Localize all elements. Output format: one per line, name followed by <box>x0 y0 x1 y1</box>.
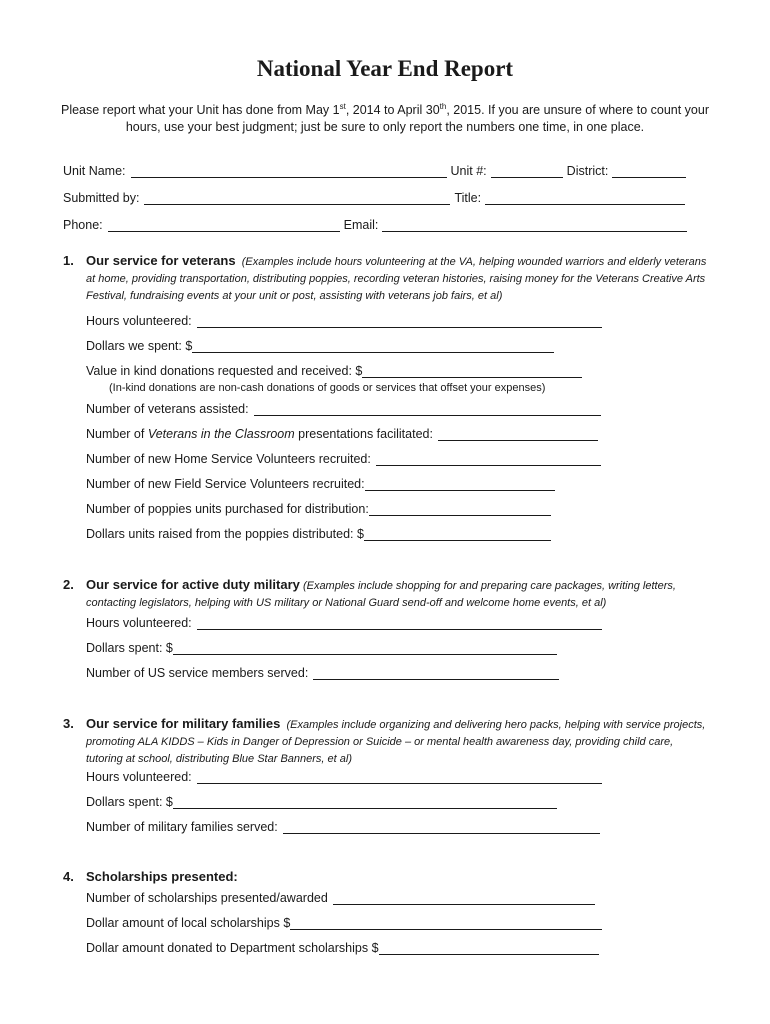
intro-text <box>60 102 710 136</box>
district-label: District: <box>566 164 609 178</box>
field-label: Dollars units raised from the poppies distributed: $ <box>86 527 364 541</box>
field-label: Hours volunteered: <box>86 314 192 328</box>
in-kind-row <box>86 362 582 378</box>
veterans-dollars-field[interactable] <box>192 341 554 353</box>
families-dollars-row <box>86 793 557 809</box>
service-members-row <box>86 664 559 680</box>
intro-text-part: , 2014 to April 30 <box>345 103 440 117</box>
scholarships-number-row <box>86 889 595 905</box>
section-number: 3. <box>63 716 74 731</box>
field-service-row <box>86 475 555 491</box>
field-label: Number of poppies units purchased for distribution: <box>86 502 369 516</box>
email-field[interactable] <box>382 220 687 232</box>
scholarships-number-field[interactable] <box>333 893 595 905</box>
section-scholarships-header <box>63 868 708 887</box>
unit-name-label: Unit Name: <box>63 164 126 178</box>
veterans-assisted-field[interactable] <box>254 404 601 416</box>
field-label: Number of scholarships presented/awarded <box>86 891 328 905</box>
field-label: Hours volunteered: <box>86 770 192 784</box>
field-label: Dollar amount donated to Department scholarships $ <box>86 941 379 955</box>
field-label: Number of <box>86 427 148 441</box>
veterans-assisted-row <box>86 400 601 416</box>
poppies-purchased-row <box>86 500 551 516</box>
field-label: presentations facilitated: <box>294 427 433 441</box>
phone-field[interactable] <box>108 220 340 232</box>
title-label: Title: <box>454 191 482 205</box>
poppies-purchased-field[interactable] <box>369 504 551 516</box>
section-families-header <box>63 715 708 768</box>
local-scholarships-row <box>86 914 602 930</box>
intro-text-part: Please report what your Unit has done from May 1 <box>60 103 340 117</box>
section-active-duty-header <box>63 576 708 612</box>
active-duty-dollars-field[interactable] <box>173 643 557 655</box>
section-examples: (Examples include shopping for and preparing care packages, writing letters, contacting legislators, helping with US military or National Guard send-off and welcome home events, et al) <box>86 580 676 609</box>
vitc-field[interactable] <box>438 429 598 441</box>
field-label-italic: Veterans in the Classroom <box>147 427 295 441</box>
veterans-dollars-row <box>86 337 554 353</box>
intro-text-part: , 2015. If you are unsure of where to count your hours, use your best judgment; just be sure to only report the numbers one time, in one place. <box>125 103 709 134</box>
unit-number-field[interactable] <box>491 166 563 178</box>
section-examples: (Examples include hours volunteering at the VA, helping wounded warriors and elderly veterans at home, providing transportation, distributing poppies, recording veteran histories, raising money for the Veterans Creative Arts Festival, fundraising events at your unit or post, assisting with veterans job fairs, et al) <box>86 256 707 302</box>
submitted-by-label: Submitted by: <box>63 191 140 205</box>
local-scholarships-field[interactable] <box>290 918 602 930</box>
families-served-field[interactable] <box>283 822 600 834</box>
field-label: Number of US service members served: <box>86 666 309 680</box>
field-label: Number of veterans assisted: <box>86 402 249 416</box>
field-label: Number of new Field Service Volunteers recruited: <box>86 477 365 491</box>
contact-row <box>63 216 687 232</box>
poppies-dollars-row <box>86 525 551 541</box>
field-label: Dollar amount of local scholarships $ <box>86 916 291 930</box>
section-number: 4. <box>63 869 74 884</box>
unit-info-row <box>63 162 686 178</box>
active-duty-hours-field[interactable] <box>197 618 602 630</box>
field-service-field[interactable] <box>365 479 555 491</box>
section-veterans-header <box>63 252 708 305</box>
poppies-dollars-field[interactable] <box>364 529 551 541</box>
field-label: Dollars spent: $ <box>86 795 173 809</box>
families-hours-field[interactable] <box>197 772 602 784</box>
department-scholarships-field[interactable] <box>379 943 599 955</box>
veterans-hours-row <box>86 312 602 328</box>
home-service-field[interactable] <box>376 454 601 466</box>
families-served-row <box>86 818 600 834</box>
section-heading: Our service for active duty military <box>86 577 300 592</box>
active-duty-dollars-row <box>86 639 557 655</box>
home-service-row <box>86 450 601 466</box>
active-duty-hours-row <box>86 614 602 630</box>
section-heading: Our service for veterans <box>86 253 236 268</box>
page-title: National Year End Report <box>256 56 514 81</box>
field-label: Dollars we spent: $ <box>86 339 193 353</box>
title-field[interactable] <box>485 193 685 205</box>
in-kind-field[interactable] <box>362 366 582 378</box>
submitted-by-field[interactable] <box>144 193 450 205</box>
in-kind-note: (In-kind donations are non-cash donations of goods or services that offset your expenses) <box>109 382 546 394</box>
service-members-field[interactable] <box>313 668 559 680</box>
veterans-hours-field[interactable] <box>197 316 602 328</box>
unit-number-label: Unit #: <box>450 164 487 178</box>
submitted-by-row <box>63 189 685 205</box>
unit-name-field[interactable] <box>131 166 447 178</box>
intro-superscript: th <box>439 101 447 111</box>
email-label: Email: <box>343 218 379 232</box>
section-heading: Our service for military families <box>86 716 281 731</box>
families-hours-row <box>86 768 602 784</box>
section-number: 1. <box>63 253 74 268</box>
field-label: Number of military families served: <box>86 820 278 834</box>
field-label: Number of new Home Service Volunteers recruited: <box>86 452 371 466</box>
field-label: Dollars spent: $ <box>86 641 173 655</box>
field-label: Value in kind donations requested and received: $ <box>86 364 363 378</box>
families-dollars-field[interactable] <box>173 797 557 809</box>
intro-superscript: st <box>339 101 346 111</box>
phone-label: Phone: <box>63 218 103 232</box>
section-number: 2. <box>63 577 74 592</box>
vitc-row <box>86 425 598 441</box>
section-heading: Scholarships presented: <box>86 869 238 884</box>
section-examples: (Examples include organizing and delivering hero packs, helping with service projects, promoting ALA KIDDS – Kids in Danger of Depression or Suicide – or mental health awareness day, providing child care, tutoring at school, distributing Blue Star Banners, et al) <box>86 719 706 765</box>
field-label: Hours volunteered: <box>86 616 192 630</box>
district-field[interactable] <box>612 166 686 178</box>
department-scholarships-row <box>86 939 599 955</box>
